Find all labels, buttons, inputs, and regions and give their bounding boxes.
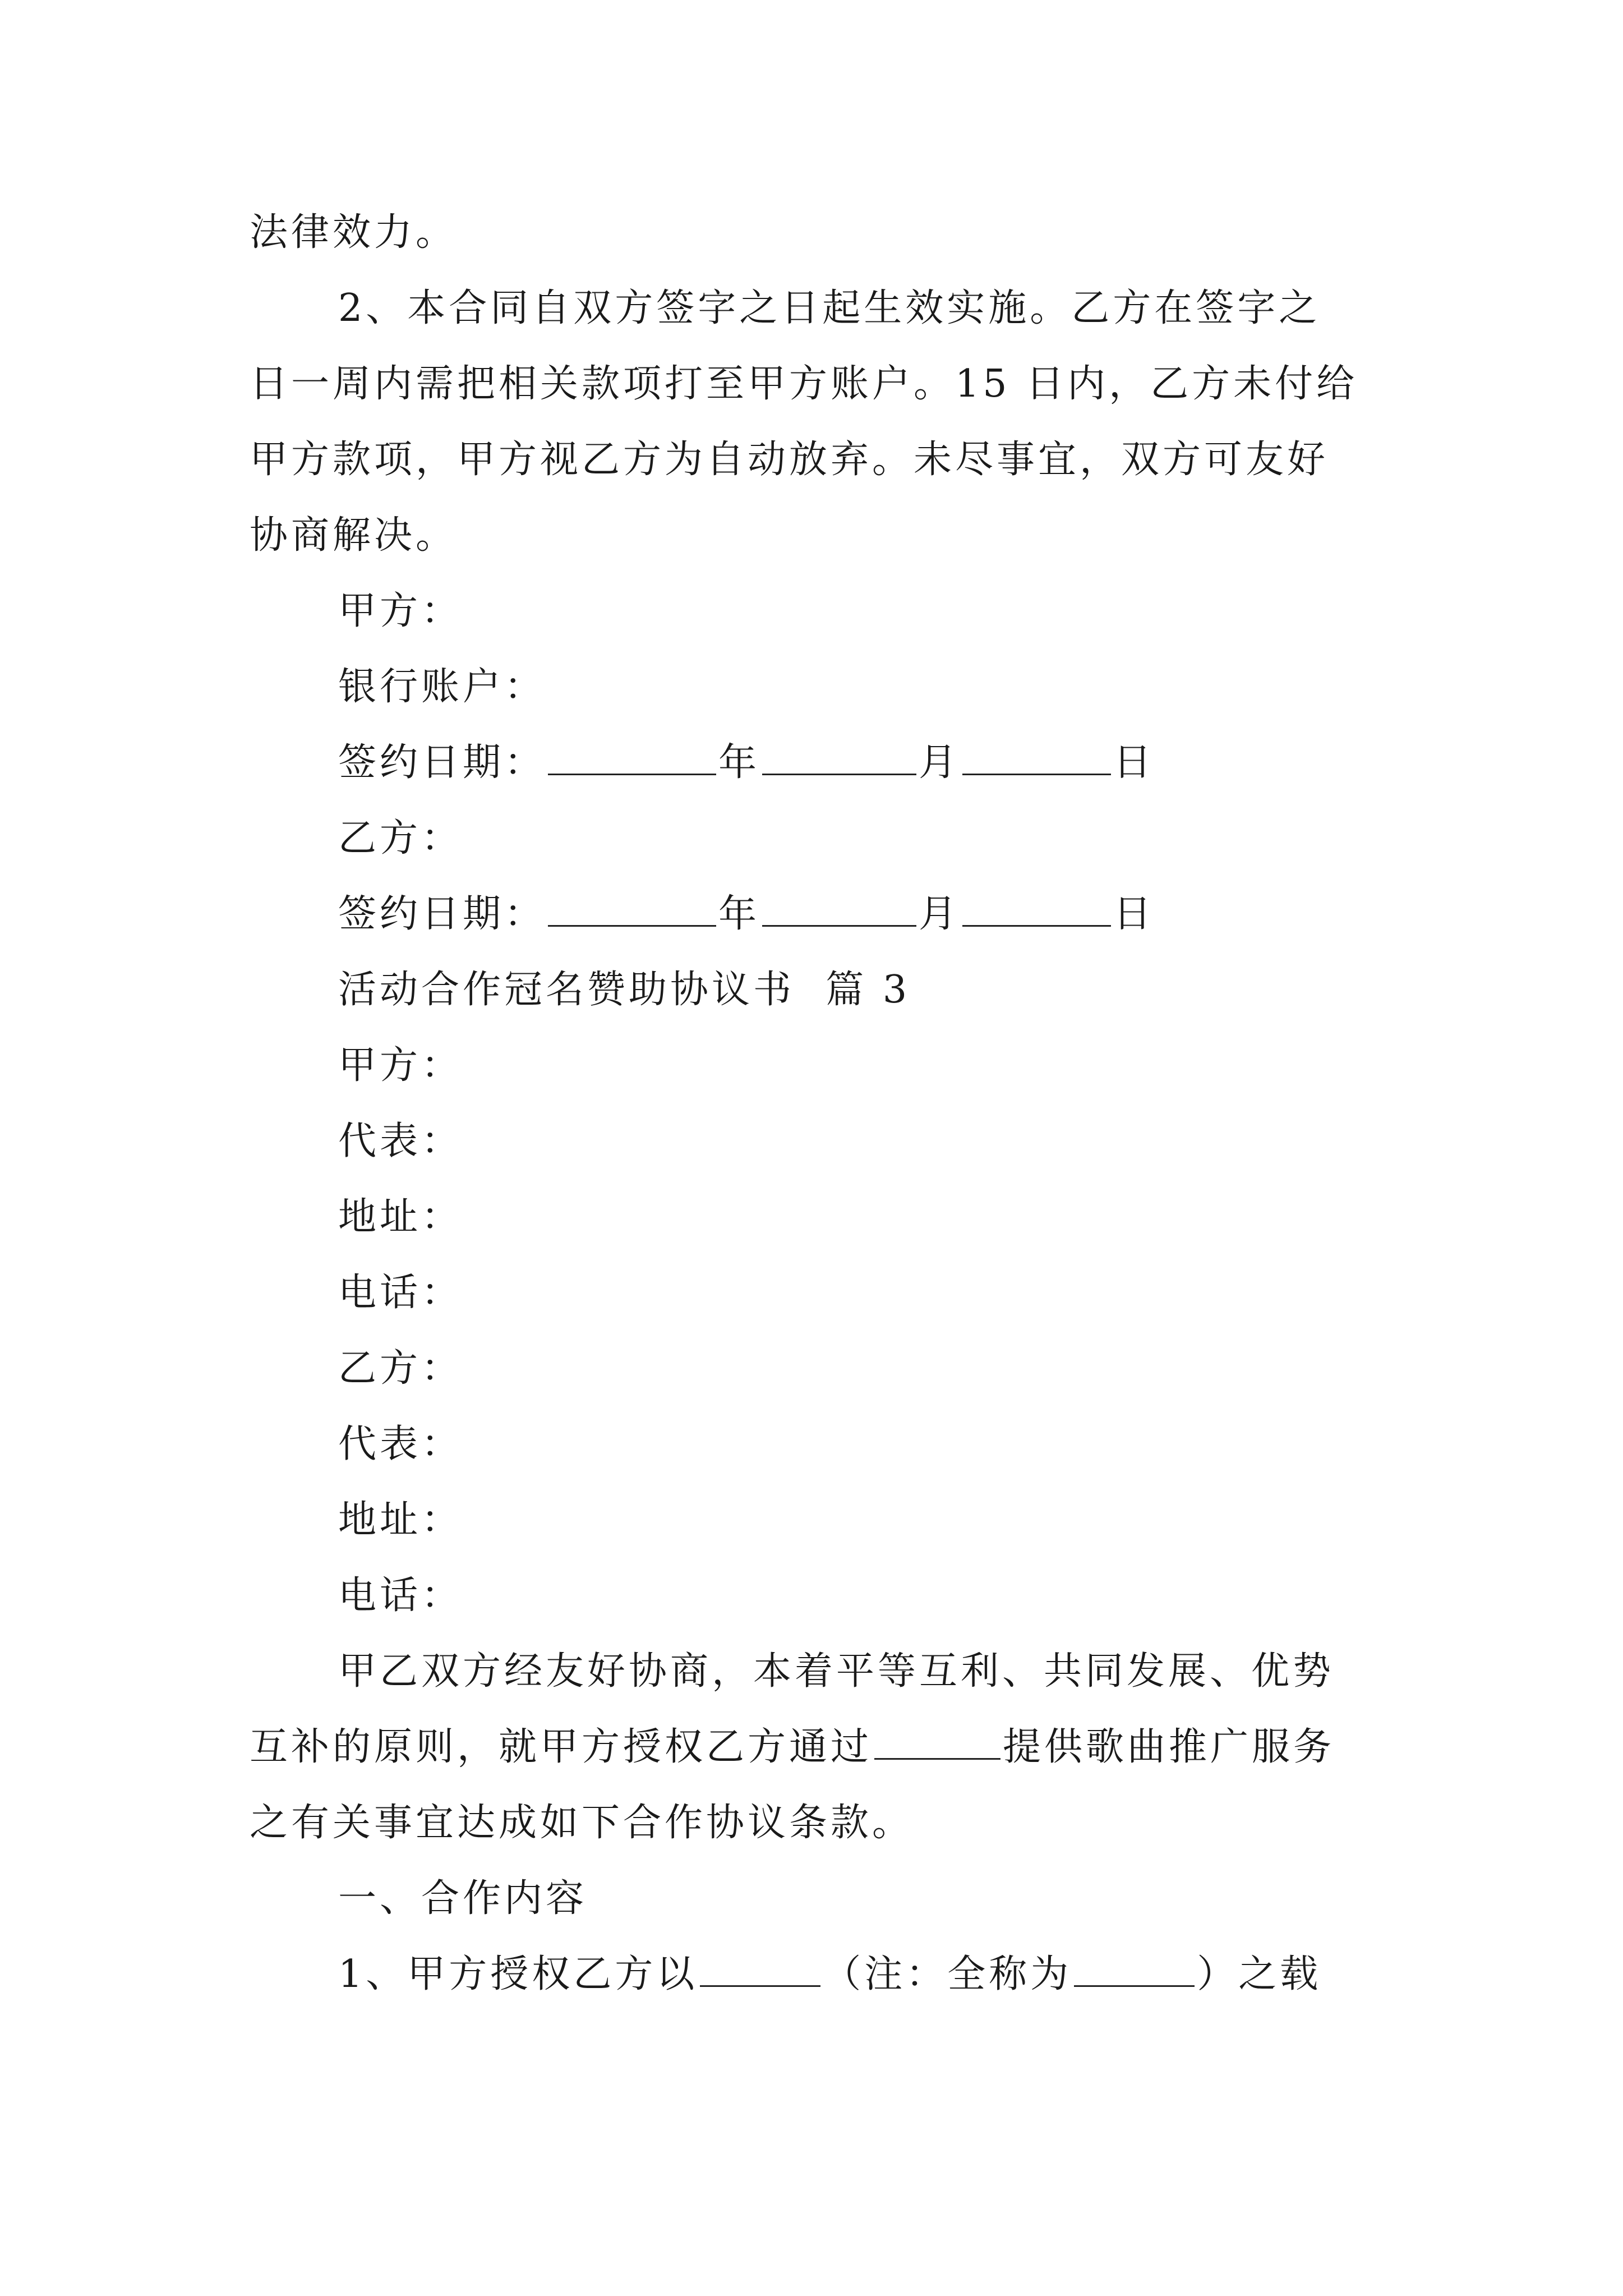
clause-2-line-3: 甲方款项，甲方视乙方为自动放弃。未尽事宜，双方可友好 — [250, 438, 1329, 482]
section-title: 活动合作冠名赞助协议书 篇 3 — [338, 968, 911, 1012]
clause-2-line-1: 2、本合同自双方签字之日起生效实施。乙方在签字之 — [338, 286, 1321, 330]
signature-party-a: 甲方： — [338, 589, 463, 633]
month-blank — [762, 742, 916, 775]
paragraph-tail: 法律效力。 — [250, 210, 458, 255]
party-b-phone: 电话： — [338, 1573, 463, 1618]
party-a-label: 甲方： — [338, 1043, 463, 1088]
fullname-blank — [1074, 1954, 1195, 1987]
clause-1-end: ）之载 — [1197, 1952, 1322, 1996]
party-a-representative: 代表： — [338, 1119, 463, 1163]
clause-2-line-4: 协商解决。 — [250, 513, 458, 558]
party-b-address: 地址： — [338, 1498, 463, 1542]
day-label: 日 — [1113, 740, 1155, 785]
month-label: 月 — [919, 892, 961, 936]
clause-1-line-1 — [338, 1952, 1394, 1997]
year-blank — [548, 894, 716, 927]
signature-party-b: 乙方： — [338, 816, 463, 861]
intro-line-3: 之有关事宜达成如下合作协议条款。 — [250, 1801, 914, 1845]
date-label: 签约日期： — [338, 892, 546, 936]
intro-line-2-end: 提供歌曲推广服务 — [1003, 1725, 1335, 1769]
day-blank — [962, 894, 1111, 927]
year-blank — [548, 742, 716, 775]
party-b-representative: 代表： — [338, 1422, 463, 1466]
year-label: 年 — [718, 740, 760, 785]
clause-1-note: （注：全称为 — [823, 1952, 1072, 1996]
signature-bank-account: 银行账户： — [338, 665, 546, 709]
party-a-phone: 电话： — [338, 1271, 463, 1315]
year-label: 年 — [718, 892, 760, 936]
intro-line-2-start: 互补的原则，就甲方授权乙方通过 — [250, 1725, 873, 1769]
party-a-address: 地址： — [338, 1195, 463, 1239]
day-blank — [962, 742, 1111, 775]
month-blank — [762, 894, 916, 927]
party-b-label: 乙方： — [338, 1346, 463, 1391]
signature-date-b — [338, 892, 1394, 937]
month-label: 月 — [919, 740, 961, 785]
day-label: 日 — [1113, 892, 1155, 936]
name-blank — [700, 1954, 820, 1987]
intro-line-1: 甲乙双方经友好协商，本着平等互利、共同发展、优势 — [338, 1649, 1335, 1694]
channel-blank — [874, 1727, 1000, 1760]
date-label: 签约日期： — [338, 740, 546, 785]
intro-line-2 — [250, 1725, 1394, 1770]
clause-2-line-2: 日一周内需把相关款项打至甲方账户。15 日内，乙方未付给 — [250, 362, 1358, 406]
clause-1-start: 1、甲方授权乙方以 — [338, 1952, 698, 1996]
signature-date-a — [338, 740, 1394, 785]
heading-cooperation-content: 一、合作内容 — [338, 1876, 588, 1921]
